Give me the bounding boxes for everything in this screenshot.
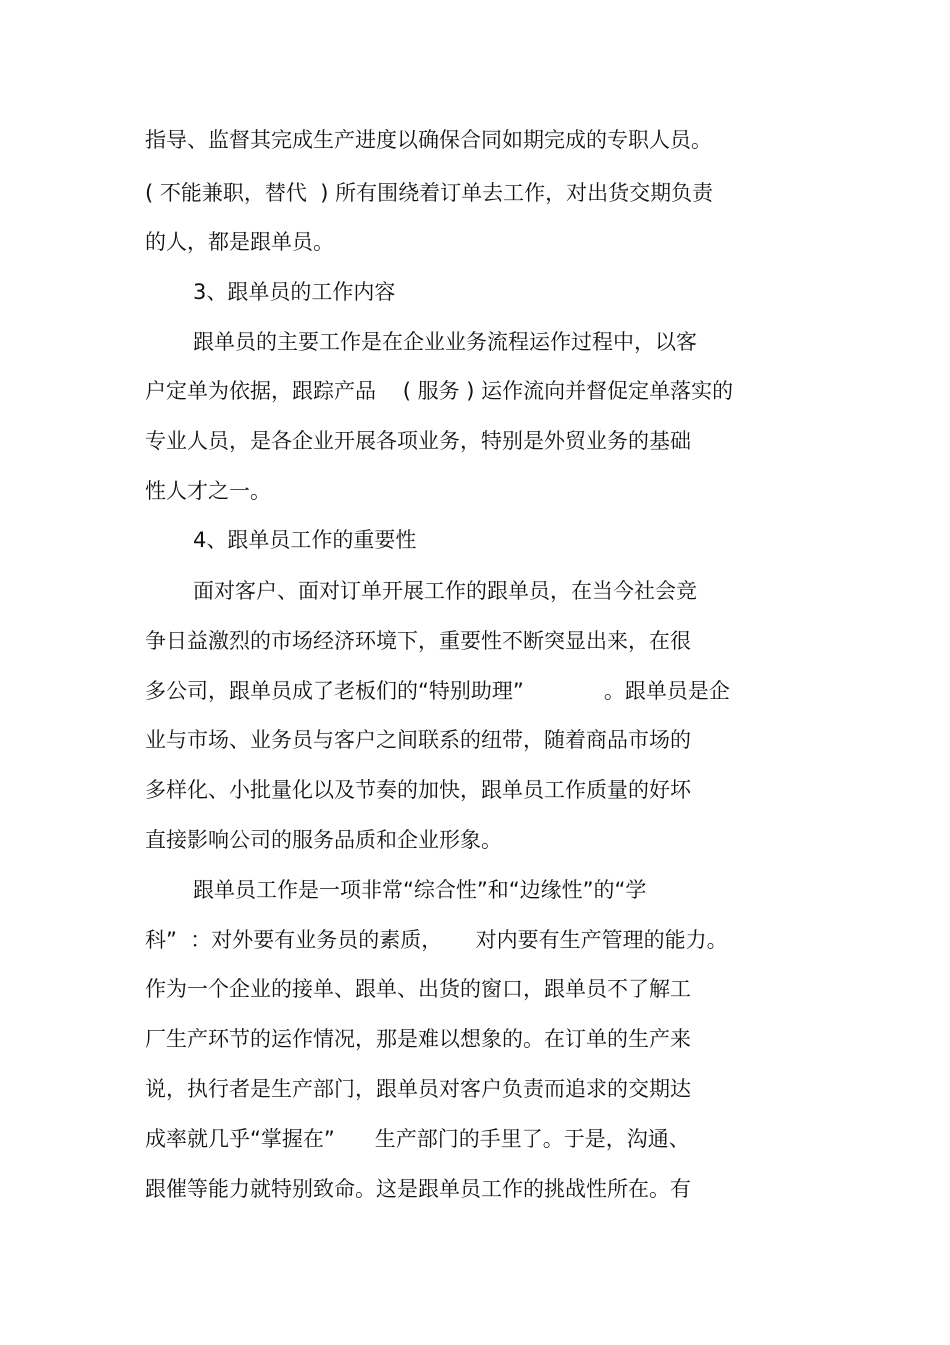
section-heading-3: 3、跟单员的工作内容 — [193, 280, 396, 304]
text-line-14: 多样化、小批量化以及节奏的加快，跟单员工作质量的好坏 — [145, 778, 691, 802]
text-line-10: 面对客户、面对订单开展工作的跟单员，在当今社会竞 — [193, 579, 697, 603]
text-line-19: 厂生产环节的运作情况，那是难以想象的。在订单的生产来 — [145, 1027, 691, 1051]
text-line-15: 直接影响公司的服务品质和企业形象。 — [145, 828, 502, 852]
text-line-21: 成率就几乎“掌握在” 生产部门的手里了。于是，沟通、 — [145, 1127, 690, 1151]
text-line-16: 跟单员工作是一项非常“综合性”和“边缘性”的“学 — [193, 878, 647, 902]
text-line-20: 说，执行者是生产部门，跟单员对客户负责而追求的交期达 — [145, 1077, 691, 1101]
text-line-22: 跟催等能力就特别致命。这是跟单员工作的挑战性所在。有 — [145, 1177, 691, 1201]
text-line-13: 业与市场、业务员与客户之间联系的纽带，随着商品市场的 — [145, 728, 691, 752]
section-heading-4: 4、跟单员工作的重要性 — [193, 528, 417, 552]
text-line-18: 作为一个企业的接单、跟单、出货的窗口，跟单员不了解工 — [145, 977, 691, 1001]
text-line-3: 的人，都是跟单员。 — [145, 230, 334, 254]
text-line-8: 性人才之一。 — [145, 479, 271, 503]
text-line-6: 户定单为依据，跟踪产品 ( 服务 ) 运作流向并督促定单落实的 — [145, 379, 734, 403]
text-line-11: 争日益激烈的市场经济环境下，重要性不断突显出来，在很 — [145, 629, 691, 653]
text-line-1: 指导、监督其完成生产进度以确保合同如期完成的专职人员。 — [145, 128, 712, 152]
text-line-7: 专业人员，是各企业开展各项业务，特别是外贸业务的基础 — [145, 429, 691, 453]
text-line-12: 多公司，跟单员成了老板们的“特别助理” 。跟单员是企 — [145, 679, 730, 703]
text-line-17: 科” ：对外要有业务员的素质， 对内要有生产管理的能力。 — [145, 928, 728, 952]
text-line-2: ( 不能兼职，替代 ) 所有围绕着订单去工作，对出货交期负责 — [145, 181, 714, 205]
text-line-5: 跟单员的主要工作是在企业业务流程运作过程中，以客 — [193, 330, 697, 354]
